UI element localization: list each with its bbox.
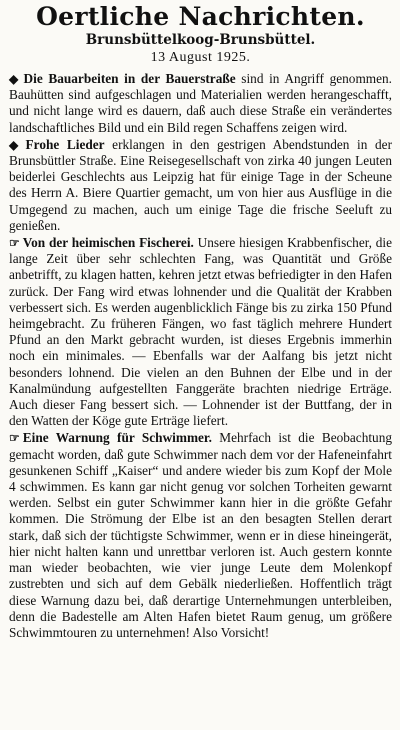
section-title: Oertliche Nachrichten. (36, 2, 365, 31)
arrow-marker-icon: ◆ (9, 72, 21, 86)
article-body: Unsere hiesigen Krabbenfischer, die lange Zeit über sehr schlechten Fang, was Quantität und Größe anbetrifft, zu klagen hatten, kehren jetzt etwas befriedigter in den Hafen zurück. Der Fang wird etwas lohnender und die Qualität der Krabben verbessert sich. Es werden augenblicklich Fänge bis zu zirka 150 Pfund heimgebracht. Zu früheren Fängen, wo fast täglich mehrere Hundert Pfund an den Markt gebracht wurden, ist dieses Ergebnis immerhin noch ein minimales. — Ebenfalls war der Aalfang bis jetzt nicht besonders lohnend. Die vielen an den Buhnen der Elbe und in der Kanalmündung aufgestellten Fanggeräte brachten niedrige Erträge. Auch dieser Fang bessert sich. — Lohnender ist der Buttfang, der in den Watten der Köge gute Erträge liefert. (9, 235, 392, 429)
article-body: erklangen in den gestrigen Abendstunden in der Brunsbüttler Straße. Eine Reisegesellschaft von zirka 40 jungen Leuten beiderlei Geschlechts aus Leipzig hat für einige Tage in der Scheune des Herrn A. Biere Quartier gemacht, um von hier aus Ausflüge in die Umgegend zu machen, auch um einige Tage die frische Seeluft zu genießen. (9, 136, 392, 233)
article-body: Mehrfach ist die Beobachtung gemacht worden, daß gute Schwimmer nach dem vor der Hafeneinfahrt gesunkenen Schiff „Kaiser“ und andere wieder bis zum Kopf der Mole 4 schwimmen. Es kann gar nicht genug vor solchen Torheiten gewarnt werden. Selbst ein guter Schwimmer kann hier in die größte Gefahr kommen. Die Strömung der Elbe ist an den besagten Stellen derart stark, daß sich der tüchtigste Schwimmer, wenn er in diese hineingerät, hier nicht halten kann und unrettbar verloren ist. Auch gestern konnte man wieder beobachten, wie vier junge Leute dem Molenkopf zustrebten und sich auf dem Gebälk niederließen. Hoffentlich trägt diese Warnung dazu bei, daß derartige Unternehmungen unterbleiben, denn die Badestelle am Alten Hafen bietet Raum genug, um größere Schwimmtouren zu unternehmen! Also Vorsicht! (9, 430, 392, 640)
article-body: sind in Angriff genommen. Bauhütten sind aufgeschlagen und Materialien werden herangeschafft, und nicht lange wird es dauern, daß auch diese Straße ein verändertes landschaftliches Bild und ein Bild regen Schaffens zeigen wird. (9, 71, 393, 135)
issue-date: 13 August 1925. (150, 50, 251, 65)
article-construction (9, 71, 392, 136)
arrow-marker-icon: ◆ (9, 137, 23, 152)
article-songs (9, 137, 392, 234)
pointing-hand-icon: ☞ (9, 431, 20, 446)
article-headline: Frohe Lieder (25, 136, 105, 152)
article-headline: Eine Warnung für Schwimmer. (22, 430, 212, 446)
article-fishery (9, 235, 392, 429)
article-headline: Von der heimischen Fischerei. (22, 235, 194, 251)
article-swimmer-warning (9, 430, 392, 641)
section-subtitle: Brunsbüttelkoog-Brunsbüttel. (85, 32, 316, 48)
pointing-hand-icon: ☞ (9, 236, 20, 251)
article-headline: Die Bauarbeiten in der Bauerstraße (23, 71, 236, 86)
